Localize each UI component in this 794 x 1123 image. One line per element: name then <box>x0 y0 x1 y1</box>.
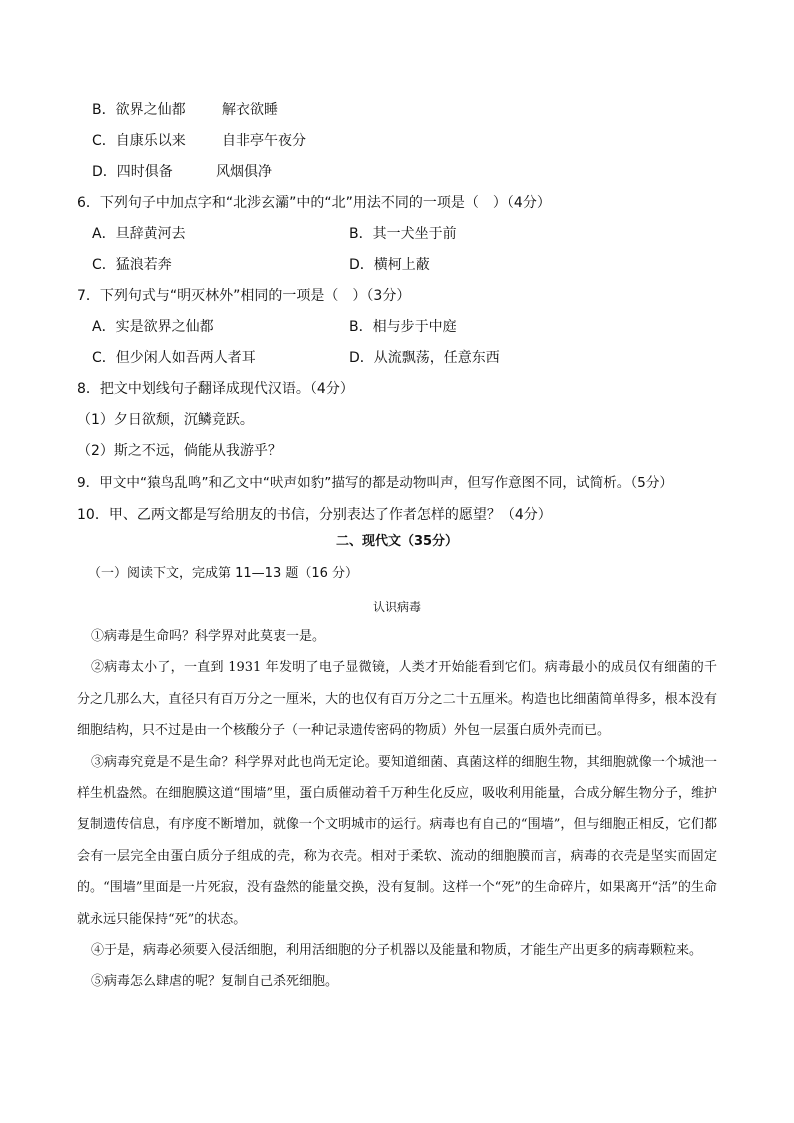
q9-stem: 9．甲文中“猿鸟乱鸣”和乙文中“吠声如豹”描写的都是动物叫声，但写作意图不同，试简析。（5分） <box>77 475 674 491</box>
option-label: C． <box>92 133 116 149</box>
q5-option-b <box>92 100 278 120</box>
option-text: 横柯上蔽 <box>373 257 430 273</box>
paragraph-2: ②病毒太小了，一直到 1931 年发明了电子显微镜，人类才开始能看到它们。病毒最小的成员仅有细菌的千分之几那么大，直径只有百万分之一厘米，大的也仅有百万分之二十五厘米。构造也比细菌简单得多，根本没有细胞结构，只不过是由一个核酸分子（一种记录遗传密码的物质）外包一层蛋白质外壳而已。 <box>77 660 717 739</box>
option-text: 其一犬坐于前 <box>372 226 457 242</box>
q6-stem: 6．下列句子中加点字和“北涉玄灞”中的“北”用法不同的一项是（ ）（4分） <box>77 195 551 211</box>
option-text: 相与步于中庭 <box>372 319 457 335</box>
subsection-title: （一）阅读下文，完成第 11—13 题（16 分） <box>88 566 359 581</box>
option-label: B． <box>92 102 116 118</box>
q8-item-2: （2）斯之不远，倘能从我游乎？ <box>77 443 282 459</box>
option-label: C． <box>92 257 116 273</box>
option-text: 旦辞黄河去 <box>115 226 186 242</box>
option-text: 实是欲界之仙都 <box>115 319 214 335</box>
paragraph-5: ⑤病毒怎么肆虐的呢？复制自己杀死细胞。 <box>91 974 339 990</box>
q7-option-a <box>92 317 214 337</box>
q6-option-a <box>92 224 186 244</box>
paragraph-4: ④于是，病毒必须要入侵活细胞，利用活细胞的分子机器以及能量和物质，才能生产出更多的病毒颗粒来。 <box>91 943 703 959</box>
q7-option-b <box>349 317 457 337</box>
q5-option-c <box>92 131 306 151</box>
q7-stem: 7．下列句式与“明灭林外”相同的一项是（ ）（3分） <box>77 288 411 304</box>
q7-option-d <box>349 348 500 368</box>
option-text: 但少闲人如吾两人者耳 <box>115 350 256 366</box>
option-label: D． <box>349 257 374 273</box>
option-label: B． <box>349 319 373 335</box>
article-body <box>77 621 717 998</box>
option-label: D． <box>92 164 117 180</box>
option-label: A． <box>92 226 116 242</box>
q8-item-1: （1）夕日欲颓，沉鳞竞跃。 <box>77 412 254 428</box>
option-text: 从流飘荡，任意东西 <box>373 350 500 366</box>
q7-option-c <box>92 348 256 368</box>
option-text-left: 欲界之仙都 <box>115 102 186 118</box>
option-text-right: 解衣欲睡 <box>222 102 278 118</box>
paragraph-3: ③病毒究竟是不是生命？科学界对此也尚无定论。要知道细菌、真菌这样的细胞生物，其细胞就像一个城池一样生机盎然。在细胞膜这道“围墙”里，蛋白质催动着千万种生化反应，吸收利用能量，合成分解生物分子，维护复制遗传信息，有序度不断增加，就像一个文明城市的运行。病毒也有自己的“围墙”，但与细胞正相反，它们都会有一层完全由蛋白质分子组成的壳，称为衣壳。相对于柔软、流动的细胞膜而言，病毒的衣壳是坚实而固定的。“围墙”里面是一片死寂，没有盎然的能量交换，没有复制。这样一个“死”的生命碎片，如果离开“活”的生命就永远只能保持“死”的状态。 <box>77 754 717 927</box>
option-label: B． <box>349 226 373 242</box>
paragraph-1: ①病毒是生命吗？科学界对此莫衷一是。 <box>91 629 326 644</box>
section-title: 二、现代文（35分） <box>335 534 459 549</box>
option-text-right: 自非亭午夜分 <box>222 133 306 149</box>
article-title: 认识病毒 <box>372 600 421 614</box>
option-text-right: 风烟俱净 <box>216 164 272 180</box>
option-label: A． <box>92 319 116 335</box>
q6-option-d <box>349 255 430 275</box>
q6-option-c <box>92 255 172 275</box>
option-label: C． <box>92 350 116 366</box>
option-text-left: 四时俱备 <box>116 164 173 180</box>
q8-stem: 8．把文中划线句子翻译成现代汉语。（4分） <box>77 381 354 397</box>
option-text-left: 自康乐以来 <box>115 133 186 149</box>
q10-stem: 10．甲、乙两文都是写给朋友的书信，分别表达了作者怎样的愿望？（4分） <box>77 507 552 523</box>
option-label: D． <box>349 350 374 366</box>
q6-option-b <box>349 224 457 244</box>
option-text: 猛浪若奔 <box>115 257 172 273</box>
q5-option-d <box>92 162 272 182</box>
